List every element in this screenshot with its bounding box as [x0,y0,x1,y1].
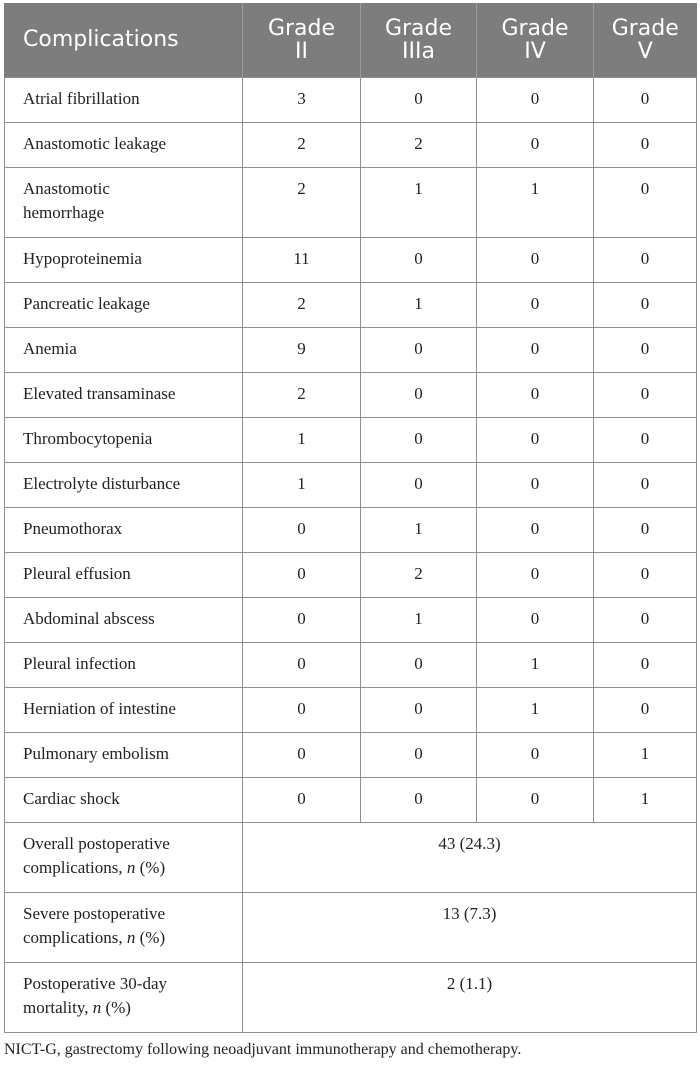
grade-count: 1 [243,462,361,507]
cell-text-line: Anastomotic leakage [23,133,167,153]
cell-text-line: Elevated transaminase [23,383,176,403]
summary-label-prefix: mortality, [23,997,93,1017]
grade-count: 0 [477,237,594,282]
summary-label-suffix: (%) [135,857,166,877]
grade-count: 0 [594,77,697,122]
grade-count: 1 [361,507,477,552]
grade-count: 0 [361,642,477,687]
table-body [5,77,697,1032]
grade-count: 1 [477,642,594,687]
table-row [5,552,697,597]
header-complications [5,3,243,77]
grade-count: 2 [243,122,361,167]
grade-count: 0 [594,237,697,282]
table-row [5,507,697,552]
grade-count: 0 [594,417,697,462]
cell-text-line: Cardiac shock [23,788,120,808]
grade-count: 2 [361,122,477,167]
grade-count: 0 [477,777,594,822]
complication-name [5,687,243,732]
grade-count: 0 [477,77,594,122]
table-row [5,687,697,732]
grade-count: 1 [361,597,477,642]
complication-name [5,507,243,552]
summary-label [5,962,243,1032]
cell-text-line: Atrial fibrillation [23,88,140,108]
grade-count: 1 [243,417,361,462]
summary-value: 13 (7.3) [243,892,697,962]
header-grade [477,3,594,77]
cell-text-line: Anemia [23,338,77,358]
grade-count: 0 [361,372,477,417]
grade-count: 0 [243,732,361,777]
table-row [5,237,697,282]
grade-count: 0 [594,687,697,732]
table-footnote: NICT-G, gastrectomy following neoadjuvant immunotherapy and chemotherapy. [4,1041,522,1058]
table-row [5,167,697,237]
table-row [5,77,697,122]
grade-count: 0 [594,552,697,597]
cell-text-line: Hypoproteinemia [23,248,142,268]
grade-count: 0 [361,687,477,732]
grade-count: 1 [594,732,697,777]
summary-row [5,962,697,1032]
table-row [5,462,697,507]
summary-label-prefix: complications, [23,857,127,877]
grade-count: 2 [361,552,477,597]
table-row [5,777,697,822]
table-row [5,282,697,327]
cell-text-line: Pulmonary embolism [23,743,169,763]
grade-count: 0 [361,462,477,507]
complication-name [5,327,243,372]
grade-count: 0 [477,597,594,642]
grade-count: 1 [594,777,697,822]
grade-count: 1 [477,687,594,732]
grade-count: 0 [594,327,697,372]
cell-text-line: Grade [501,15,569,41]
complication-name [5,167,243,237]
table-row [5,417,697,462]
grade-count: 2 [243,167,361,237]
grade-count: 0 [477,122,594,167]
grade-count: 0 [477,552,594,597]
grade-count: 0 [361,77,477,122]
italic-n: n [126,927,136,947]
table-row [5,327,697,372]
complication-name [5,122,243,167]
cell-text-line: Pleural infection [23,653,136,673]
grade-count: 2 [243,372,361,417]
table-row [5,372,697,417]
grade-count: 0 [361,327,477,372]
summary-label-suffix: (%) [101,997,131,1017]
grade-count: 0 [361,777,477,822]
grade-count: 0 [243,507,361,552]
complication-name [5,462,243,507]
summary-row [5,892,697,962]
header-grade [594,3,697,77]
grade-count: 1 [477,167,594,237]
grade-count: 9 [243,327,361,372]
table-header [5,3,697,77]
cell-text-line: Pleural effusion [23,563,131,583]
grade-count: 0 [243,777,361,822]
cell-text-line: Electrolyte disturbance [23,473,181,493]
grade-count: 0 [477,417,594,462]
complication-name [5,597,243,642]
table-row [5,597,697,642]
grade-count: 0 [243,597,361,642]
italic-n: n [92,997,102,1017]
grade-count: 0 [594,507,697,552]
complication-name [5,237,243,282]
summary-label-suffix: (%) [135,927,166,947]
cell-text-line: hemorrhage [23,202,105,222]
grade-count: 0 [477,327,594,372]
grade-count: 0 [594,122,697,167]
header-grade [243,3,361,77]
cell-text-line: Grade [267,15,336,41]
grade-count: 1 [361,167,477,237]
table-row [5,642,697,687]
grade-count: 0 [361,732,477,777]
cell-text-line: Thrombocytopenia [23,428,153,448]
cell-text-line: Herniation of intestine [23,698,176,718]
grade-count: 0 [594,372,697,417]
complication-name [5,282,243,327]
cell-text-line: Pancreatic leakage [23,293,150,313]
complication-name [5,552,243,597]
cell-text-line: Abdominal abscess [23,608,155,628]
grade-count: 0 [477,732,594,777]
cell-text-line: Grade [611,15,679,41]
grade-count: 0 [361,237,477,282]
summary-label [5,822,243,892]
cell-text-line: Grade [384,15,453,41]
summary-label-line: Overall postoperative [23,833,170,853]
grade-count: 0 [243,642,361,687]
complications-table [4,3,697,1033]
grade-count: 2 [243,282,361,327]
cell-text-line: Pneumothorax [23,518,123,538]
complication-name [5,77,243,122]
italic-n: n [126,857,136,877]
grade-count: 0 [361,417,477,462]
grade-count: 0 [594,462,697,507]
summary-label [5,892,243,962]
cell-text-line: Complications [23,27,179,53]
complication-name [5,777,243,822]
cell-text-line: IIIa [402,38,435,64]
grade-count: 0 [243,552,361,597]
cell-text-line: V [637,38,653,64]
summary-label-line: Severe postoperative [23,903,166,923]
complication-name [5,372,243,417]
grade-count: 0 [477,507,594,552]
grade-count: 11 [243,237,361,282]
complication-name [5,732,243,777]
grade-count: 3 [243,77,361,122]
cell-text-line: Anastomotic [23,178,110,198]
summary-label-line: Postoperative 30-day [23,973,167,993]
grade-count: 0 [594,597,697,642]
summary-row [5,822,697,892]
header-grade [361,3,477,77]
summary-label-prefix: complications, [23,927,127,947]
table-row [5,122,697,167]
complication-name [5,417,243,462]
grade-count: 0 [477,372,594,417]
summary-value: 2 (1.1) [243,962,697,1032]
cell-text-line: IV [524,38,546,64]
grade-count: 1 [361,282,477,327]
grade-count: 0 [594,282,697,327]
summary-value: 43 (24.3) [243,822,697,892]
table-row [5,732,697,777]
complication-name [5,642,243,687]
grade-count: 0 [477,282,594,327]
grade-count: 0 [594,642,697,687]
cell-text-line: II [295,38,308,64]
header-row [5,3,697,77]
grade-count: 0 [594,167,697,237]
grade-count: 0 [243,687,361,732]
grade-count: 0 [477,462,594,507]
